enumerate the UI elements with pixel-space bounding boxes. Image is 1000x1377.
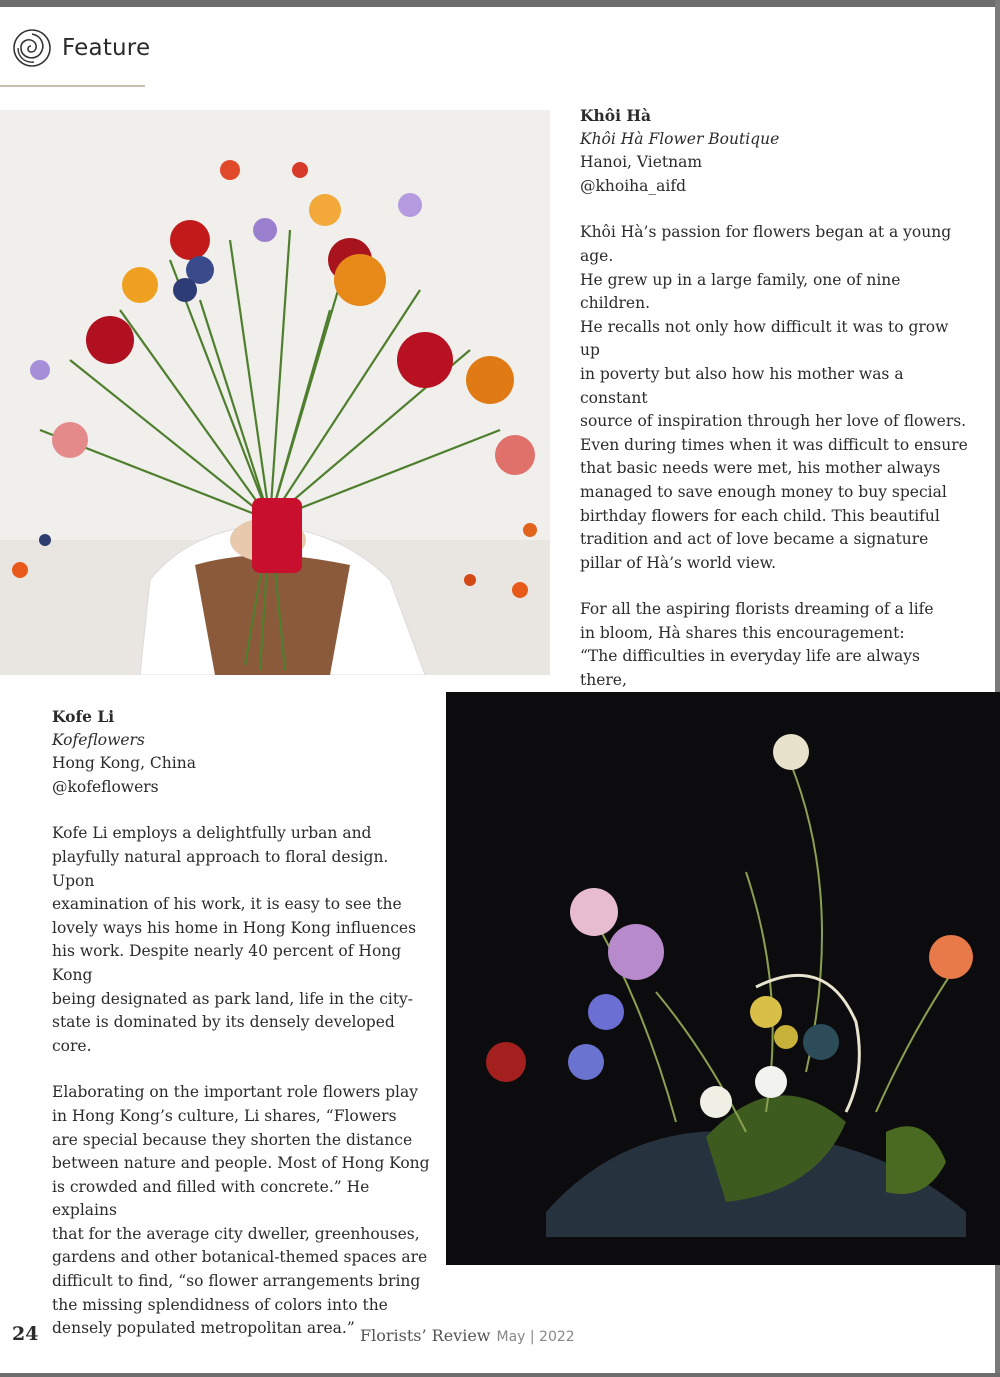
florist-handle: @khoiha_aifd [580, 176, 686, 195]
text-line: examination of his work, it is easy to see the [52, 895, 402, 914]
florist-handle: @kofeflowers [52, 777, 159, 796]
text-line: in bloom, Hà shares this encouragement: [580, 623, 905, 642]
text-line: densely populated metropolitan area.” [52, 1319, 355, 1338]
body-paragraph [52, 1081, 432, 1341]
text-line: are special because they shorten the distance [52, 1130, 413, 1149]
top-border [0, 0, 1000, 7]
issue-date: May | 2022 [496, 1329, 575, 1345]
text-line: difficult to find, “so flower arrangements bring [52, 1272, 421, 1291]
magazine-title: Florists’ Review [360, 1326, 491, 1345]
header-rule [0, 85, 145, 87]
text-line: Kofe Li employs a delightfully urban and [52, 824, 372, 843]
text-line: playfully natural approach to floral design. Upon [52, 847, 389, 890]
section-title: Feature [62, 35, 151, 61]
text-line: He recalls not only how difficult it was to grow up [580, 317, 949, 360]
bottom-border [0, 1373, 1000, 1377]
text-line: his work. Despite nearly 40 percent of Hong Kong [52, 942, 402, 984]
arrangement-photo [446, 692, 1000, 1265]
text-line: Elaborating on the important role flowers play [52, 1083, 418, 1102]
florist-business: Kofeflowers [52, 730, 145, 749]
khoi-ha-bio [580, 104, 970, 787]
florist-location: Hanoi, Vietnam [580, 153, 703, 172]
section-header [12, 28, 150, 68]
bouquet-photo [0, 110, 550, 675]
body-paragraph [52, 822, 432, 1058]
text-line: pillar of Hà’s world view. [580, 553, 776, 572]
body-paragraph [580, 221, 970, 575]
text-line: Khôi Hà’s passion for flowers began at a young age. [580, 223, 952, 265]
florist-business: Khôi Hà Flower Boutique [580, 129, 780, 148]
florist-name: Kofe Li [52, 707, 115, 726]
text-line: that basic needs were met, his mother always [580, 459, 941, 478]
text-line: in poverty but also how his mother was a constant [580, 364, 904, 407]
text-line: “The difficulties in everyday life are always there, [580, 647, 920, 690]
text-line: He grew up in a large family, one of nine children. [580, 270, 901, 313]
text-line: managed to save enough money to buy special [580, 482, 947, 501]
text-line: lovely ways his home in Hong Kong influences [52, 918, 417, 937]
text-line: is crowded and filled with concrete.” He explains [52, 1177, 370, 1220]
text-line: the missing splendidness of colors into the [52, 1295, 388, 1314]
text-line: in Hong Kong’s culture, Li shares, “Flowers [52, 1106, 397, 1125]
page-footer [0, 1320, 1000, 1350]
text-line: state is dominated by its densely developed core. [52, 1013, 395, 1055]
text-line: birthday flowers for each child. This beautiful [580, 506, 940, 525]
page-number: 24 [12, 1323, 39, 1345]
text-line: For all the aspiring florists dreaming of a life [580, 600, 934, 619]
text-line: that for the average city dweller, greenhouses, [52, 1224, 420, 1243]
magazine-credit [360, 1326, 575, 1345]
text-line: being designated as park land, life in the city- [52, 989, 414, 1008]
text-line: source of inspiration through her love of flowers. [580, 412, 967, 431]
text-line: gardens and other botanical-themed spaces are [52, 1248, 428, 1267]
text-line: Even during times when it was difficult to ensure [580, 435, 968, 454]
text-line: between nature and people. Most of Hong Kong [52, 1154, 430, 1173]
florist-name: Khôi Hà [580, 106, 652, 125]
rose-icon [12, 28, 52, 68]
kofe-li-bio [52, 705, 432, 1341]
florist-location: Hong Kong, China [52, 754, 196, 773]
text-line: tradition and act of love became a signature [580, 530, 929, 549]
